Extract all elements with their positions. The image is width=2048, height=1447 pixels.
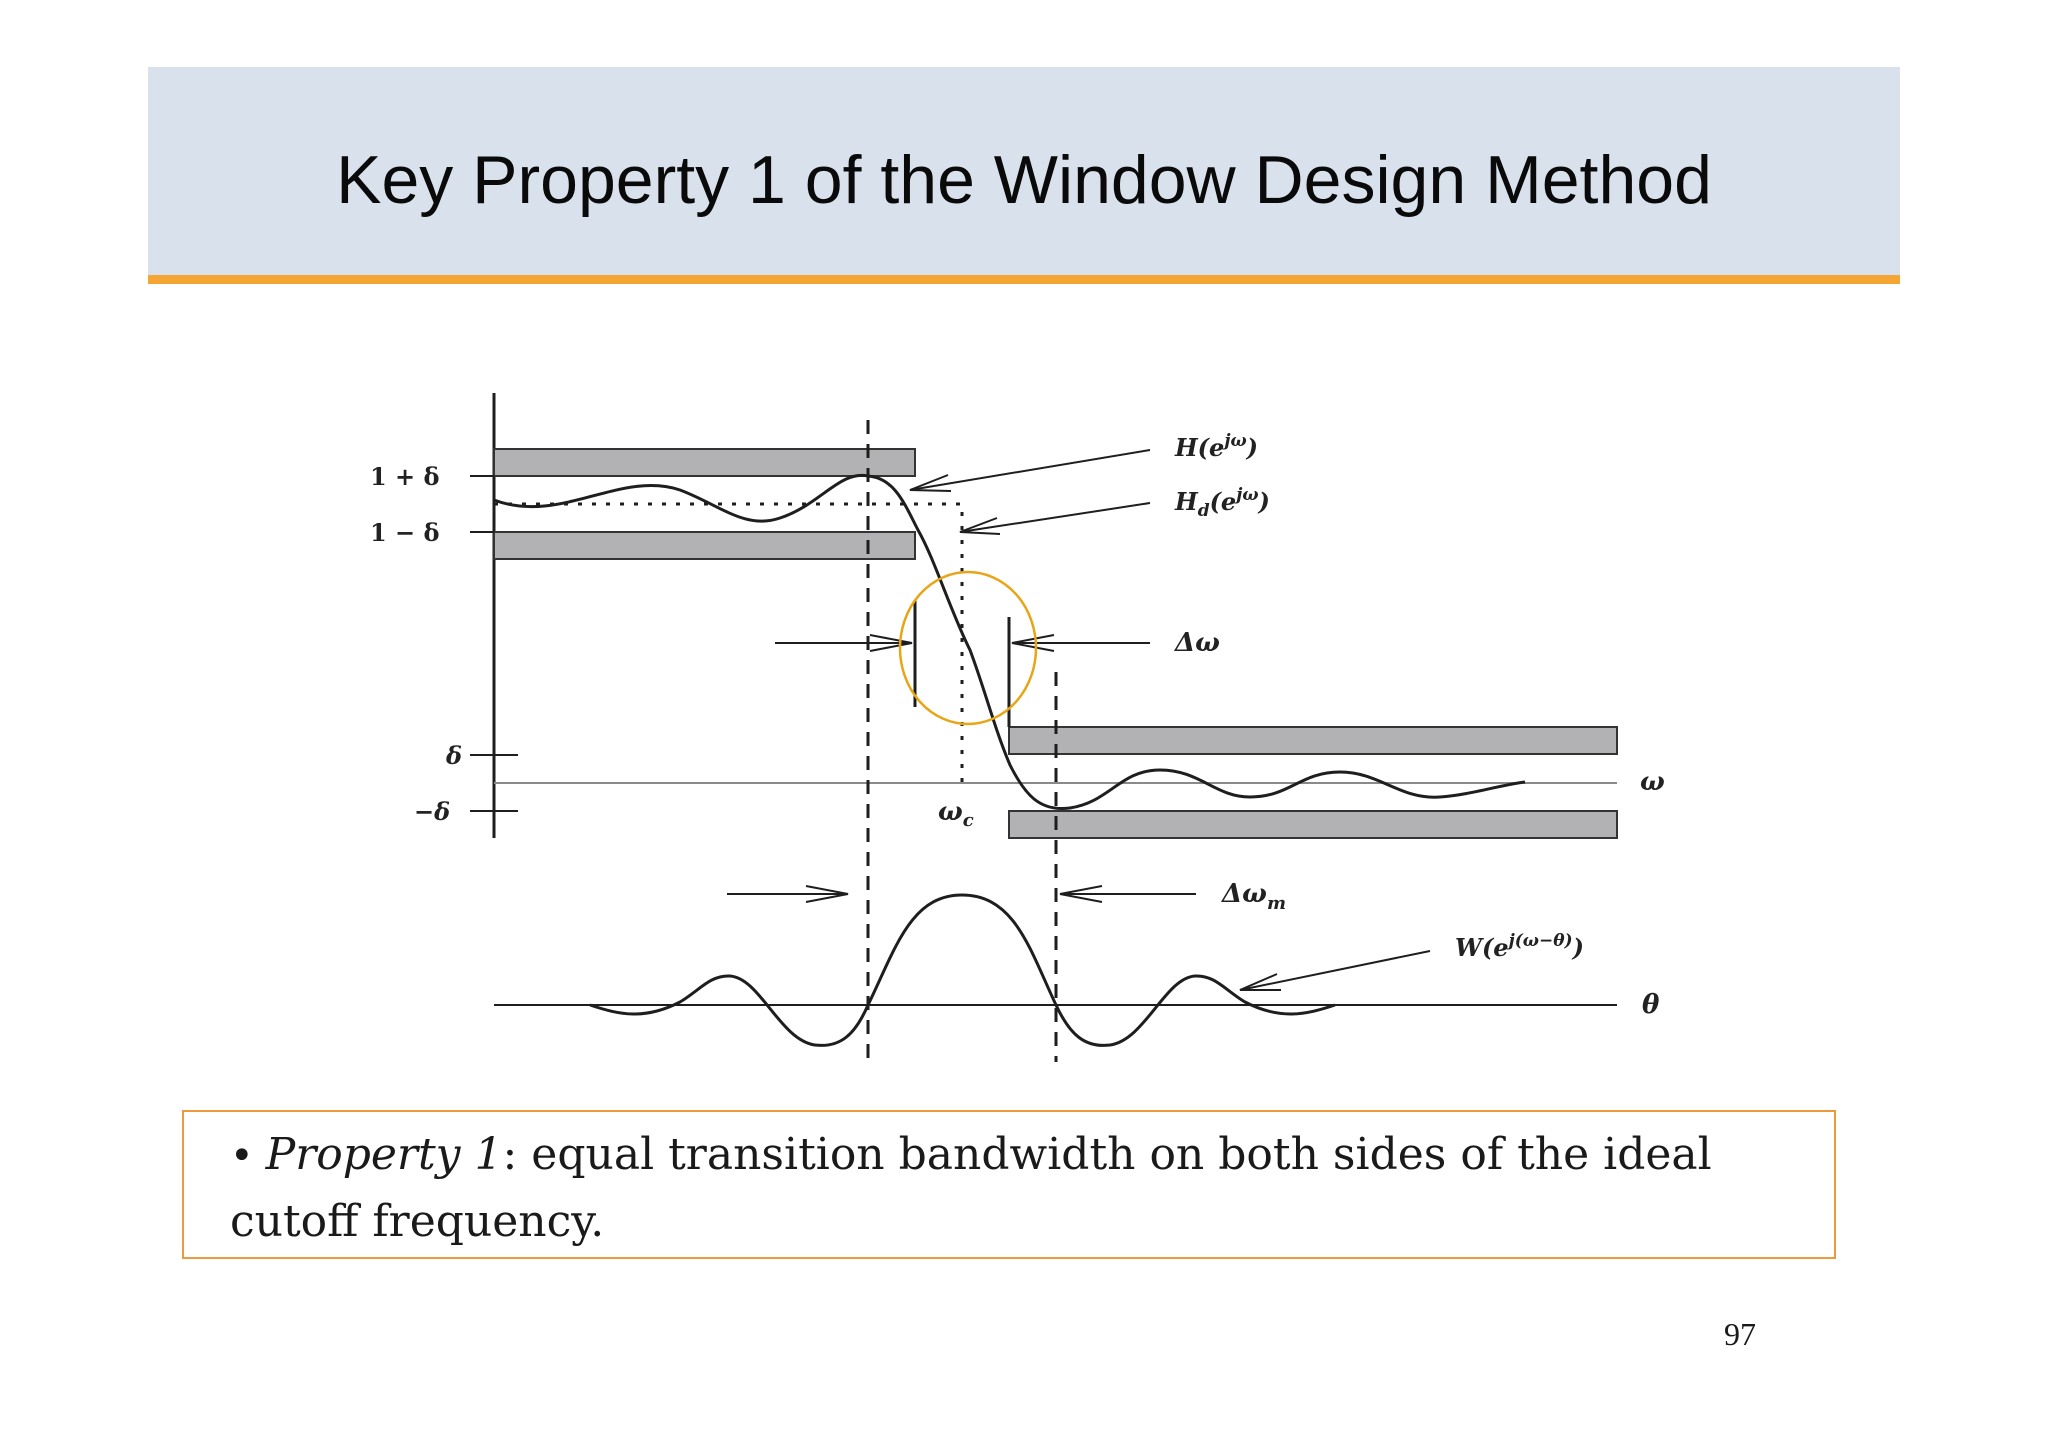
stopband-upper-band xyxy=(1009,727,1617,754)
h-pointer-line xyxy=(910,450,1150,490)
label-hd: $H_d(e^{j\omega})$ xyxy=(1175,485,1270,521)
label-one-plus-delta: 1 + δ xyxy=(370,462,440,491)
property-label: Property 1 xyxy=(265,1129,503,1180)
property-note-text xyxy=(230,1122,1800,1255)
property-note-box xyxy=(182,1110,1836,1259)
label-delta-omega: Δω xyxy=(1175,628,1220,658)
label-theta: θ xyxy=(1642,990,1660,1020)
page-number: 97 xyxy=(1724,1316,1756,1352)
label-delta-omega-m: $\Delta\omega_m$ xyxy=(1222,879,1286,914)
passband-upper-band xyxy=(494,449,915,476)
property-description: : equal transition bandwidth on both sides of the ideal cutoff frequency. xyxy=(230,1129,1712,1247)
hd-pointer-line xyxy=(960,503,1150,532)
stopband-lower-band xyxy=(1009,811,1617,838)
label-minus-delta: −δ xyxy=(414,797,451,826)
h-pointer-arrowhead xyxy=(910,475,951,491)
window-spectrum-w xyxy=(590,895,1335,1045)
slide-title: Key Property 1 of the Window Design Method xyxy=(336,142,1712,218)
label-one-minus-delta: 1 − δ xyxy=(370,518,440,547)
label-omega: ω xyxy=(1640,767,1665,797)
label-h: $H(e^{j\omega})$ xyxy=(1175,431,1259,462)
label-omega-c: $\omega_c$ xyxy=(938,797,974,831)
bullet: • xyxy=(230,1133,254,1179)
label-w: $W(e^{j(\omega-\theta)})$ xyxy=(1455,931,1584,962)
passband-lower-band xyxy=(494,532,915,559)
w-pointer-line xyxy=(1240,951,1430,990)
label-delta: δ xyxy=(446,741,463,770)
